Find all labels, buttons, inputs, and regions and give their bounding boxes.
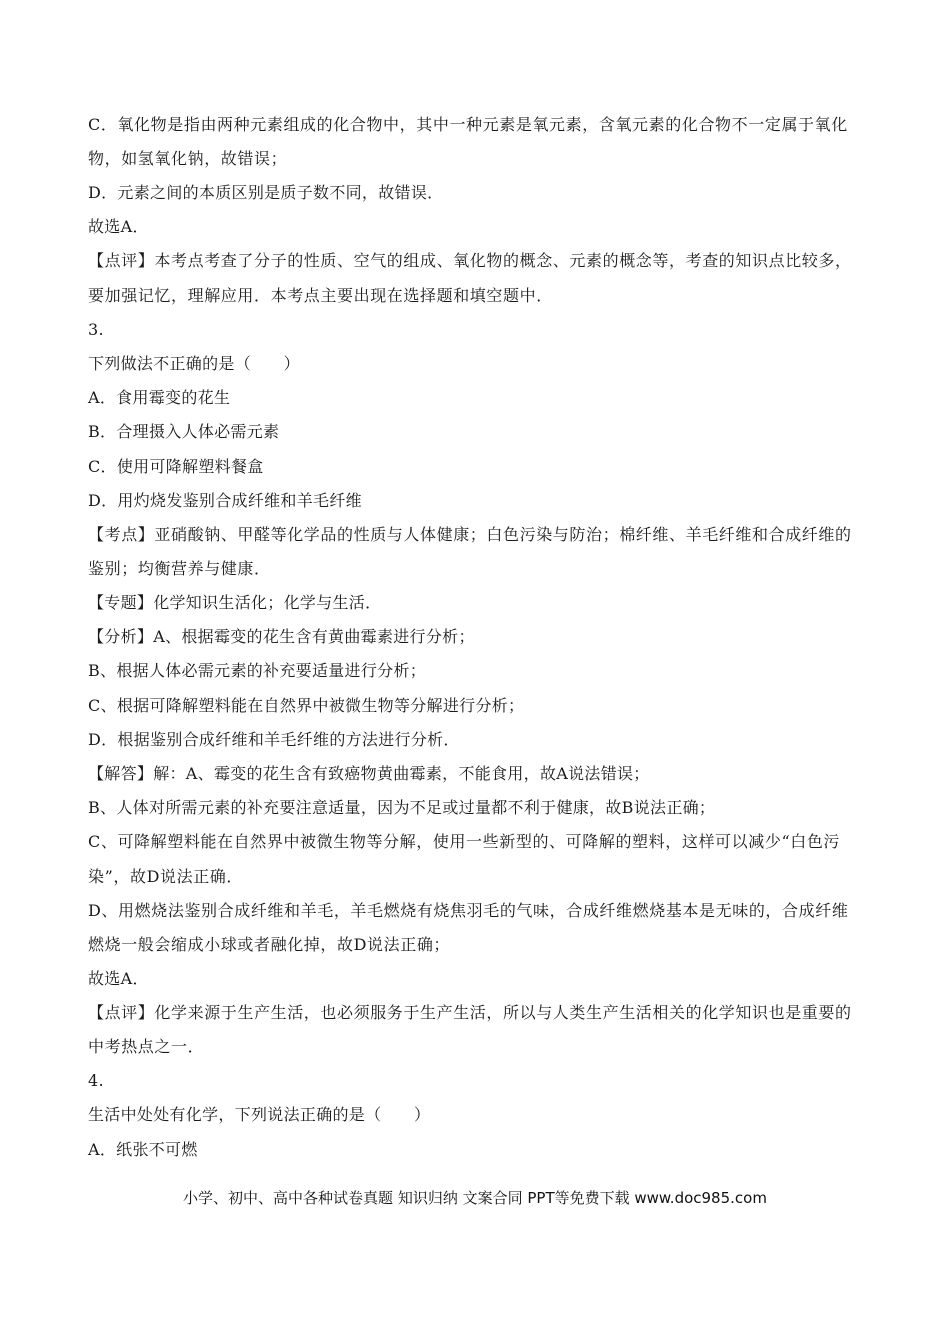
solution-d: D、用燃烧法鉴别合成纤维和羊毛，羊毛燃烧有烧焦羽毛的气味，合成纤维燃烧基本是无味的，合成纤维燃烧一般会缩成小球或者融化掉，故D说法正确； (88, 900, 849, 954)
paragraph-option-c-oxide: C．氧化物是指由两种元素组成的化合物中，其中一种元素是氧元素，含氧元素的化合物不一定属于氧化物，如氢氧化钠，故错误； (88, 114, 848, 169)
comment-paragraph: 【点评】化学来源于生产生活，也必须服务于生产生活，所以与人类生产生活相关的化学知识也是重要的中考热点之一． (88, 1002, 852, 1057)
option-c: C．使用可降解塑料餐盒 (88, 456, 264, 476)
document-body (88, 108, 862, 1160)
knowledge-point: 【考点】亚硝酸钠、甲醛等化学品的性质与人体健康；白色污染与防治；棉纤维、羊毛纤维和合成纤维的鉴别；均衡营养与健康． (88, 524, 852, 579)
option-a: A．食用霉变的花生 (88, 388, 231, 408)
solution-a: 【解答】解：A、霉变的花生含有致癌物黄曲霉素，不能食用，故A说法错误； (88, 764, 650, 784)
option-d: D．用灼烧发鉴别合成纤维和羊毛纤维 (88, 490, 362, 510)
comment-paragraph: 【点评】本考点考查了分子的性质、空气的组成、氧化物的概念、元素的概念等，考查的知识点比较多，要加强记忆，理解应用．本考点主要出现在选择题和填空题中． (88, 251, 852, 305)
page-footer: 小学、初中、高中各种试卷真题 知识归纳 文案合同 PPT等免费下载 www.doc985.com (183, 1189, 767, 1207)
analysis-d: D．根据鉴别合成纤维和羊毛纤维的方法进行分析． (88, 729, 460, 749)
answer-choice: 故选A． (88, 968, 149, 988)
question-stem: 生活中处处有化学，下列说法正确的是（ ） (88, 1105, 431, 1125)
paragraph-option-d-element: D．元素之间的本质区别是质子数不同，故错误． (88, 183, 444, 203)
analysis-c: C、根据可降解塑料能在自然界中被微生物等分解进行分析； (88, 695, 525, 715)
question-number: 4. (88, 1071, 104, 1091)
option-a: A．纸张不可燃 (88, 1139, 198, 1159)
answer-choice: 故选A． (88, 217, 149, 237)
solution-c: C、可降解塑料能在自然界中被微生物等分解，使用一些新型的、可降解的塑料，这样可以减少“白色污染”，故D说法正确． (88, 832, 841, 886)
analysis-b: B、根据人体必需元素的补充要适量进行分析； (88, 661, 427, 681)
option-b: B．合理摄入人体必需元素 (88, 422, 280, 442)
question-number: 3. (88, 319, 104, 339)
solution-b: B、人体对所需元素的补充要注意适量，因为不足或过量都不利于健康，故B说法正确； (88, 798, 716, 818)
question-stem: 下列做法不正确的是（ ） (88, 353, 300, 373)
analysis-a: 【分析】A、根据霉变的花生含有黄曲霉素进行分析； (88, 627, 475, 647)
topic: 【专题】化学知识生活化；化学与生活． (88, 593, 382, 613)
